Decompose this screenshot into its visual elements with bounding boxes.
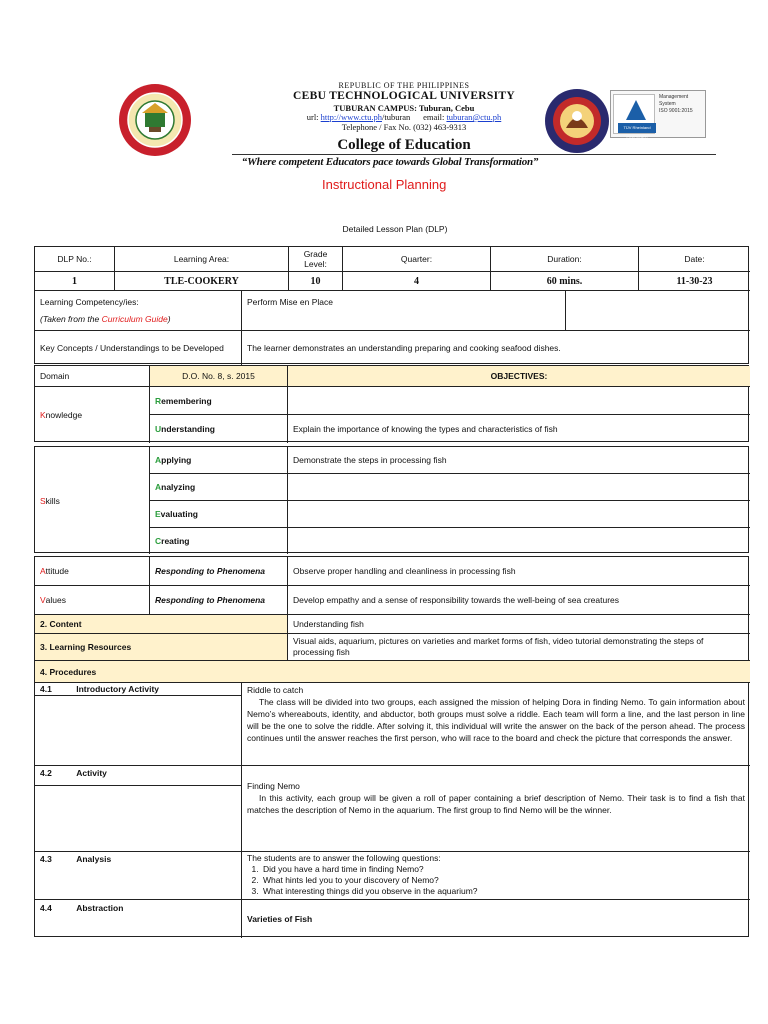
info-table xyxy=(34,246,749,364)
attitude-rest: ttitude xyxy=(45,566,69,576)
cert-line: ISO 9001:2015 xyxy=(659,108,693,114)
analyzing-value xyxy=(288,474,750,501)
competency-value: Perform Mise en Place xyxy=(242,291,566,331)
question-item: 1. Did you have a hard time in finding Nemo? xyxy=(261,864,745,875)
remembering-value xyxy=(288,387,750,415)
concepts-label: Key Concepts / Understandings to be Developed xyxy=(35,331,242,365)
competency-label-cell xyxy=(35,291,242,331)
header-date: Date: xyxy=(639,247,750,272)
curriculum-guide-text: Curriculum Guide xyxy=(101,314,168,324)
cert-text xyxy=(659,94,705,115)
step-4-1-body: The class will be divided into two groups, each assigned the mission of helping Dora in finding Nemo. To gain information about Nemo’s whereabouts, identity, and abductor, both groups must solve a riddle. Each team will form a line, and the last person in line will be the one to solve the riddle. After solving it, this individual will write the answer on the back of the person ahead. The process continues until the answer reaches the first person, who will race to the board and check the picture that corresponds the answer. xyxy=(247,697,745,743)
step-4-4-name: Abstraction xyxy=(76,903,124,913)
analyzing-rest: nalyzing xyxy=(161,482,196,492)
college-name: College of Education xyxy=(337,137,471,153)
creating-initial: C xyxy=(155,536,162,546)
step-4-4-title: Varieties of Fish xyxy=(247,914,313,924)
domain-label: Domain xyxy=(35,366,150,387)
competency-note xyxy=(40,314,236,324)
evaluating-rest: valuating xyxy=(160,509,198,519)
value-date: 11-30-23 xyxy=(639,272,750,291)
dlp-title: Detailed Lesson Plan (DLP) xyxy=(342,224,448,234)
tuv-logo-icon xyxy=(613,94,655,140)
remembering-rest: emembering xyxy=(161,395,212,406)
values-label xyxy=(35,586,150,615)
step-4-3-name: Analysis xyxy=(76,854,112,864)
attitude-initial: A xyxy=(40,566,46,576)
competency-label: Learning Competency/ies: xyxy=(40,297,139,307)
cert-line: Management xyxy=(659,94,689,100)
step-4-1-label xyxy=(35,683,242,766)
evaluating-initial: E xyxy=(155,509,161,519)
step-4-2-title: Finding Nemo xyxy=(247,781,300,791)
analysis-questions xyxy=(261,864,745,897)
value-learning-area: TLE-COOKERY xyxy=(115,272,289,291)
procedures-label: 4. Procedures xyxy=(35,661,750,683)
value-duration: 60 mins. xyxy=(491,272,639,291)
attitude-label xyxy=(35,557,150,586)
knowledge-table xyxy=(34,365,749,442)
step-4-3-title: The students are to answer the following questions: xyxy=(247,853,441,863)
procedures-table xyxy=(34,556,749,937)
document-header xyxy=(0,0,768,234)
step-4-2-name: Activity xyxy=(76,768,107,778)
skills-rest: kills xyxy=(45,495,60,506)
competency-extra-cell xyxy=(566,291,750,331)
step-4-4-label xyxy=(35,900,242,938)
concepts-value: The learner demonstrates an understanding preparing and cooking seafood dishes. xyxy=(247,343,561,353)
step-4-1-num: 4.1 xyxy=(40,684,52,694)
university-name: CEBU TECHNOLOGICAL UNIVERSITY xyxy=(293,90,515,102)
step-4-4-num: 4.4 xyxy=(40,903,52,913)
step-4-2-label xyxy=(35,766,242,852)
analyzing-initial: A xyxy=(155,482,162,492)
url-rest: /tuburan xyxy=(381,112,411,122)
understanding-initial: U xyxy=(155,424,162,434)
motto: “Where competent Educators pace towards Global Transformation” xyxy=(241,156,539,168)
email-link[interactable]: tuburan@ctu.ph xyxy=(446,112,502,122)
deped-order: D.O. No. 8, s. 2015 xyxy=(150,366,288,387)
understanding-label xyxy=(150,415,288,443)
cert-badge-text: TÜV Rheinland CERTIFIED xyxy=(618,123,656,133)
value-dlp-no: 1 xyxy=(35,272,115,291)
creating-label xyxy=(150,528,288,554)
creating-rest: reating xyxy=(161,536,190,546)
email-label: email: xyxy=(423,112,445,122)
header-grade-level: Grade Level: xyxy=(289,247,343,272)
skills-label xyxy=(35,447,150,554)
header-duration: Duration: xyxy=(491,247,639,272)
applying-rest: pplying xyxy=(161,455,192,465)
instructional-planning-title: Instructional Planning xyxy=(322,177,447,192)
knowledge-rest: nowledge xyxy=(45,410,83,420)
step-4-3-content xyxy=(242,852,750,900)
question-item: 2. What hints led you to your discovery of Nemo? xyxy=(261,875,745,886)
website-link[interactable]: http://www.ctu.ph xyxy=(320,112,382,122)
cert-line: System xyxy=(659,101,676,107)
values-value: Develop empathy and a sense of responsibility towards the well-being of sea creatures xyxy=(288,586,750,615)
header-divider xyxy=(232,154,716,155)
applying-label xyxy=(150,447,288,474)
evaluating-value xyxy=(288,501,750,528)
step-4-1-header xyxy=(35,683,241,696)
republic-line: REPUBLIC OF THE PHILIPPINES xyxy=(338,81,470,90)
analyzing-label xyxy=(150,474,288,501)
step-4-2-num: 4.2 xyxy=(40,768,52,778)
step-4-1-content xyxy=(242,683,750,766)
objectives-header: OBJECTIVES: xyxy=(288,366,750,387)
telephone-line: Telephone / Fax No. (032) 463-9313 xyxy=(341,122,467,132)
evaluating-label xyxy=(150,501,288,528)
step-4-3-label xyxy=(35,852,242,900)
content-value: Understanding fish xyxy=(288,615,750,634)
campus-line: TUBURAN CAMPUS: Tuburan, Cebu xyxy=(333,103,475,113)
knowledge-initial: K xyxy=(40,410,46,420)
creating-value xyxy=(288,528,750,554)
values-initial: V xyxy=(40,595,46,605)
competency-note-open: (Taken from the xyxy=(40,314,102,324)
remembering-label xyxy=(150,387,288,415)
applying-value: Demonstrate the steps in processing fish xyxy=(288,447,750,474)
header-quarter: Quarter: xyxy=(343,247,491,272)
question-item: 3. What interesting things did you observe in the aquarium? xyxy=(261,886,745,897)
value-quarter: 4 xyxy=(343,272,491,291)
step-4-3-num: 4.3 xyxy=(40,854,52,864)
header-learning-area: Learning Area: xyxy=(115,247,289,272)
value-grade-level: 10 xyxy=(289,272,343,291)
values-level: Responding to Phenomena xyxy=(150,586,288,615)
step-4-2-header xyxy=(35,766,241,786)
college-seal-icon xyxy=(544,88,610,154)
header-dlp-no: DLP No.: xyxy=(35,247,115,272)
step-4-2-content xyxy=(242,766,750,852)
skills-initial: S xyxy=(40,495,46,506)
content-label: 2. Content xyxy=(35,615,288,634)
competency-note-close: ) xyxy=(167,314,171,324)
url-label: url: xyxy=(306,112,319,122)
step-4-1-title: Riddle to catch xyxy=(247,685,304,695)
resources-label: 3. Learning Resources xyxy=(35,634,288,661)
step-4-1-name: Introductory Activity xyxy=(76,684,160,694)
attitude-value: Observe proper handling and cleanliness in processing fish xyxy=(288,557,750,586)
skills-table xyxy=(34,446,749,553)
values-rest: alues xyxy=(45,595,66,605)
applying-initial: A xyxy=(155,455,162,465)
understanding-value: Explain the importance of knowing the types and characteristics of fish xyxy=(293,424,558,434)
iso-certification-badge xyxy=(610,90,706,138)
knowledge-label xyxy=(35,387,150,443)
understanding-rest: nderstanding xyxy=(161,424,215,434)
attitude-level: Responding to Phenomena xyxy=(150,557,288,586)
resources-value: Visual aids, aquarium, pictures on varieties and market forms of fish, video tutorial demonstrating the steps of processing fish xyxy=(288,634,750,661)
step-4-2-body: In this activity, each group will be given a roll of paper containing a brief description of Nemo. Their task is to find a fish that matches the description of Nemo in the aquarium. The first group to find Nemo will be the winner. xyxy=(247,793,745,815)
remembering-initial: R xyxy=(155,395,162,406)
